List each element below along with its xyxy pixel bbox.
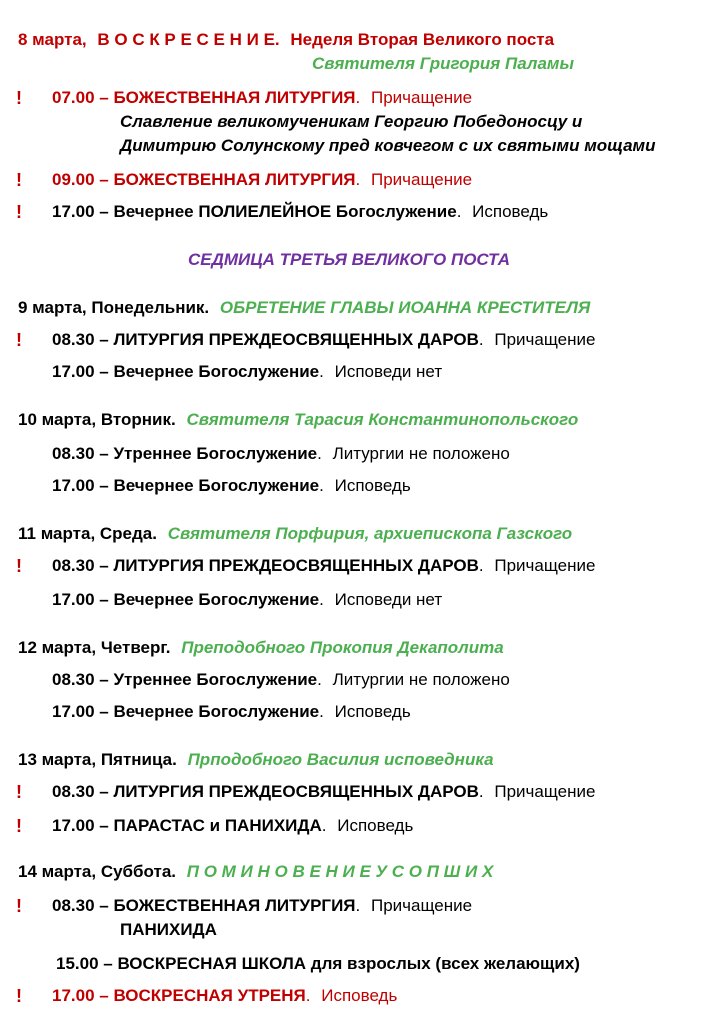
- day14-service-3: 17.00 – ВОСКРЕСНАЯ УТРЕНЯ. Исповедь: [52, 986, 398, 1005]
- day12-service-1: 08.30 – Утреннее Богослужение. Литургии не положено: [52, 670, 510, 689]
- day10-service-2: 17.00 – Вечернее Богослужение. Исповедь: [52, 476, 411, 495]
- service-note: Исповедь: [321, 986, 398, 1005]
- exclamation-mark-icon: !: [16, 782, 22, 802]
- day13-service-2: 17.00 – ПАРАСТАС и ПАНИХИДА. Исповедь: [52, 816, 414, 835]
- service-note: Исповеди нет: [334, 590, 443, 609]
- service-time: 17.00 – ПАРАСТАС и ПАНИХИДА: [52, 816, 322, 835]
- day11-date: 11 марта, Среда.: [18, 524, 157, 543]
- day10-header: [18, 410, 578, 430]
- service-time: 17.00 – Вечернее Богослужение: [52, 590, 320, 609]
- day14-header: [18, 862, 493, 882]
- service-time: 17.00 – Вечернее Богослужение: [52, 702, 320, 721]
- day9-saint: ОБРЕТЕНИЕ ГЛАВЫ ИОАННА КРЕСТИТЕЛЯ: [219, 298, 591, 317]
- day13-service-1: 08.30 – ЛИТУРГИЯ ПРЕЖДЕОСВЯЩЕННЫХ ДАРОВ. Причащение: [52, 782, 596, 801]
- service-time: 08.30 – ЛИТУРГИЯ ПРЕЖДЕОСВЯЩЕННЫХ ДАРОВ: [52, 330, 479, 349]
- service-time: 08.30 – БОЖЕСТВЕННАЯ ЛИТУРГИЯ: [52, 896, 356, 915]
- day14-service-2: 15.00 – ВОСКРЕСНАЯ ШКОЛА для взрослых (всех желающих): [56, 954, 580, 973]
- service-note: Причащение: [494, 330, 596, 349]
- exclamation-mark-icon: !: [16, 816, 22, 836]
- exclamation-mark-icon: !: [16, 896, 22, 916]
- day12-date: 12 марта, Четверг.: [18, 638, 171, 657]
- service-note: Причащение: [494, 782, 596, 801]
- service-time: 17.00 – ВОСКРЕСНАЯ УТРЕНЯ: [52, 986, 306, 1005]
- day9-service-1: 08.30 – ЛИТУРГИЯ ПРЕЖДЕОСВЯЩЕННЫХ ДАРОВ. Причащение: [52, 330, 596, 349]
- service-note: Исповедь: [334, 476, 411, 495]
- day10-saint: Святителя Тарасия Константинопольского: [186, 410, 579, 429]
- service-time: 08.30 – Утреннее Богослужение: [52, 670, 318, 689]
- service-time: 07.00 – БОЖЕСТВЕННАЯ ЛИТУРГИЯ: [52, 88, 356, 107]
- day13-header: [18, 750, 494, 770]
- day8-saint: Святителя Григория Паламы: [312, 54, 575, 73]
- service-note: Литургии не положено: [332, 670, 510, 689]
- service-note: Исповедь: [334, 702, 411, 721]
- day8-service-2: 09.00 – БОЖЕСТВЕННАЯ ЛИТУРГИЯ. Причащение: [52, 170, 473, 189]
- exclamation-mark-icon: !: [16, 556, 22, 576]
- service-note: Причащение: [370, 896, 473, 915]
- day11-service-1: 08.30 – ЛИТУРГИЯ ПРЕЖДЕОСВЯЩЕННЫХ ДАРОВ. Причащение: [52, 556, 596, 575]
- service-note: Литургии не положено: [332, 444, 510, 463]
- day12-header: [18, 638, 504, 658]
- day8-date: 8 марта,: [18, 30, 87, 49]
- day14-saint: П О М И Н О В Е Н И Е У С О П Ш И Х: [186, 862, 494, 881]
- service-note: Исповеди нет: [334, 362, 443, 381]
- service-note: Причащение: [370, 88, 473, 107]
- day8-extra-2: Димитрию Солунскому пред ковчегом с их святыми мощами: [120, 136, 656, 155]
- service-time: 08.30 – Утреннее Богослужение: [52, 444, 318, 463]
- day13-date: 13 марта, Пятница.: [18, 750, 177, 769]
- service-note: Причащение: [494, 556, 596, 575]
- exclamation-mark-icon: !: [16, 88, 22, 108]
- service-note: Исповедь: [337, 816, 414, 835]
- day8-title: Неделя Вторая Великого поста: [290, 30, 555, 49]
- day8-service-3: 17.00 – Вечернее ПОЛИЕЛЕЙНОЕ Богослужение. Исповедь: [52, 202, 549, 221]
- day9-date: 9 марта, Понедельник.: [18, 298, 210, 317]
- day11-header: [18, 524, 572, 544]
- day11-service-2: 17.00 – Вечернее Богослужение. Исповеди нет: [52, 590, 443, 609]
- service-time: 17.00 – Вечернее Богослужение: [52, 362, 320, 381]
- day14-date: 14 марта, Суббота.: [18, 862, 177, 881]
- service-note: Причащение: [370, 170, 473, 189]
- service-time: 09.00 – БОЖЕСТВЕННАЯ ЛИТУРГИЯ: [52, 170, 356, 189]
- service-note: Исповедь: [472, 202, 549, 221]
- exclamation-mark-icon: !: [16, 202, 22, 222]
- service-time: 08.30 – ЛИТУРГИЯ ПРЕЖДЕОСВЯЩЕННЫХ ДАРОВ: [52, 556, 479, 575]
- service-time: 17.00 – Вечернее Богослужение: [52, 476, 320, 495]
- week-title: СЕДМИЦА ТРЕТЬЯ ВЕЛИКОГО ПОСТА: [188, 250, 511, 269]
- service-time: 17.00 – Вечернее ПОЛИЕЛЕЙНОЕ Богослужение: [52, 202, 457, 221]
- day8-service-1: 07.00 – БОЖЕСТВЕННАЯ ЛИТУРГИЯ. Причащение: [52, 88, 473, 107]
- day8-header: [18, 30, 554, 50]
- day12-saint: Преподобного Прокопия Декаполита: [181, 638, 504, 657]
- day8-extra-1: Славление великомученикам Георгию Победоносцу и: [120, 112, 583, 131]
- day14-service-1: 08.30 – БОЖЕСТВЕННАЯ ЛИТУРГИЯ. Причащение: [52, 896, 473, 915]
- exclamation-mark-icon: !: [16, 170, 22, 190]
- service-time: 08.30 – ЛИТУРГИЯ ПРЕЖДЕОСВЯЩЕННЫХ ДАРОВ: [52, 782, 479, 801]
- day12-service-2: 17.00 – Вечернее Богослужение. Исповедь: [52, 702, 411, 721]
- day14-extra: ПАНИХИДА: [120, 920, 217, 939]
- day10-date: 10 марта, Вторник.: [18, 410, 176, 429]
- day9-header: [18, 298, 590, 318]
- day10-service-1: 08.30 – Утреннее Богослужение. Литургии не положено: [52, 444, 510, 463]
- day11-saint: Святителя Порфирия, архиепископа Газского: [167, 524, 573, 543]
- exclamation-mark-icon: !: [16, 986, 22, 1006]
- exclamation-mark-icon: !: [16, 330, 22, 350]
- day8-weekday: В О С К Р Е С Е Н И Е.: [97, 30, 280, 49]
- day13-saint: Прподобного Василия исповедника: [187, 750, 494, 769]
- day9-service-2: 17.00 – Вечернее Богослужение. Исповеди нет: [52, 362, 443, 381]
